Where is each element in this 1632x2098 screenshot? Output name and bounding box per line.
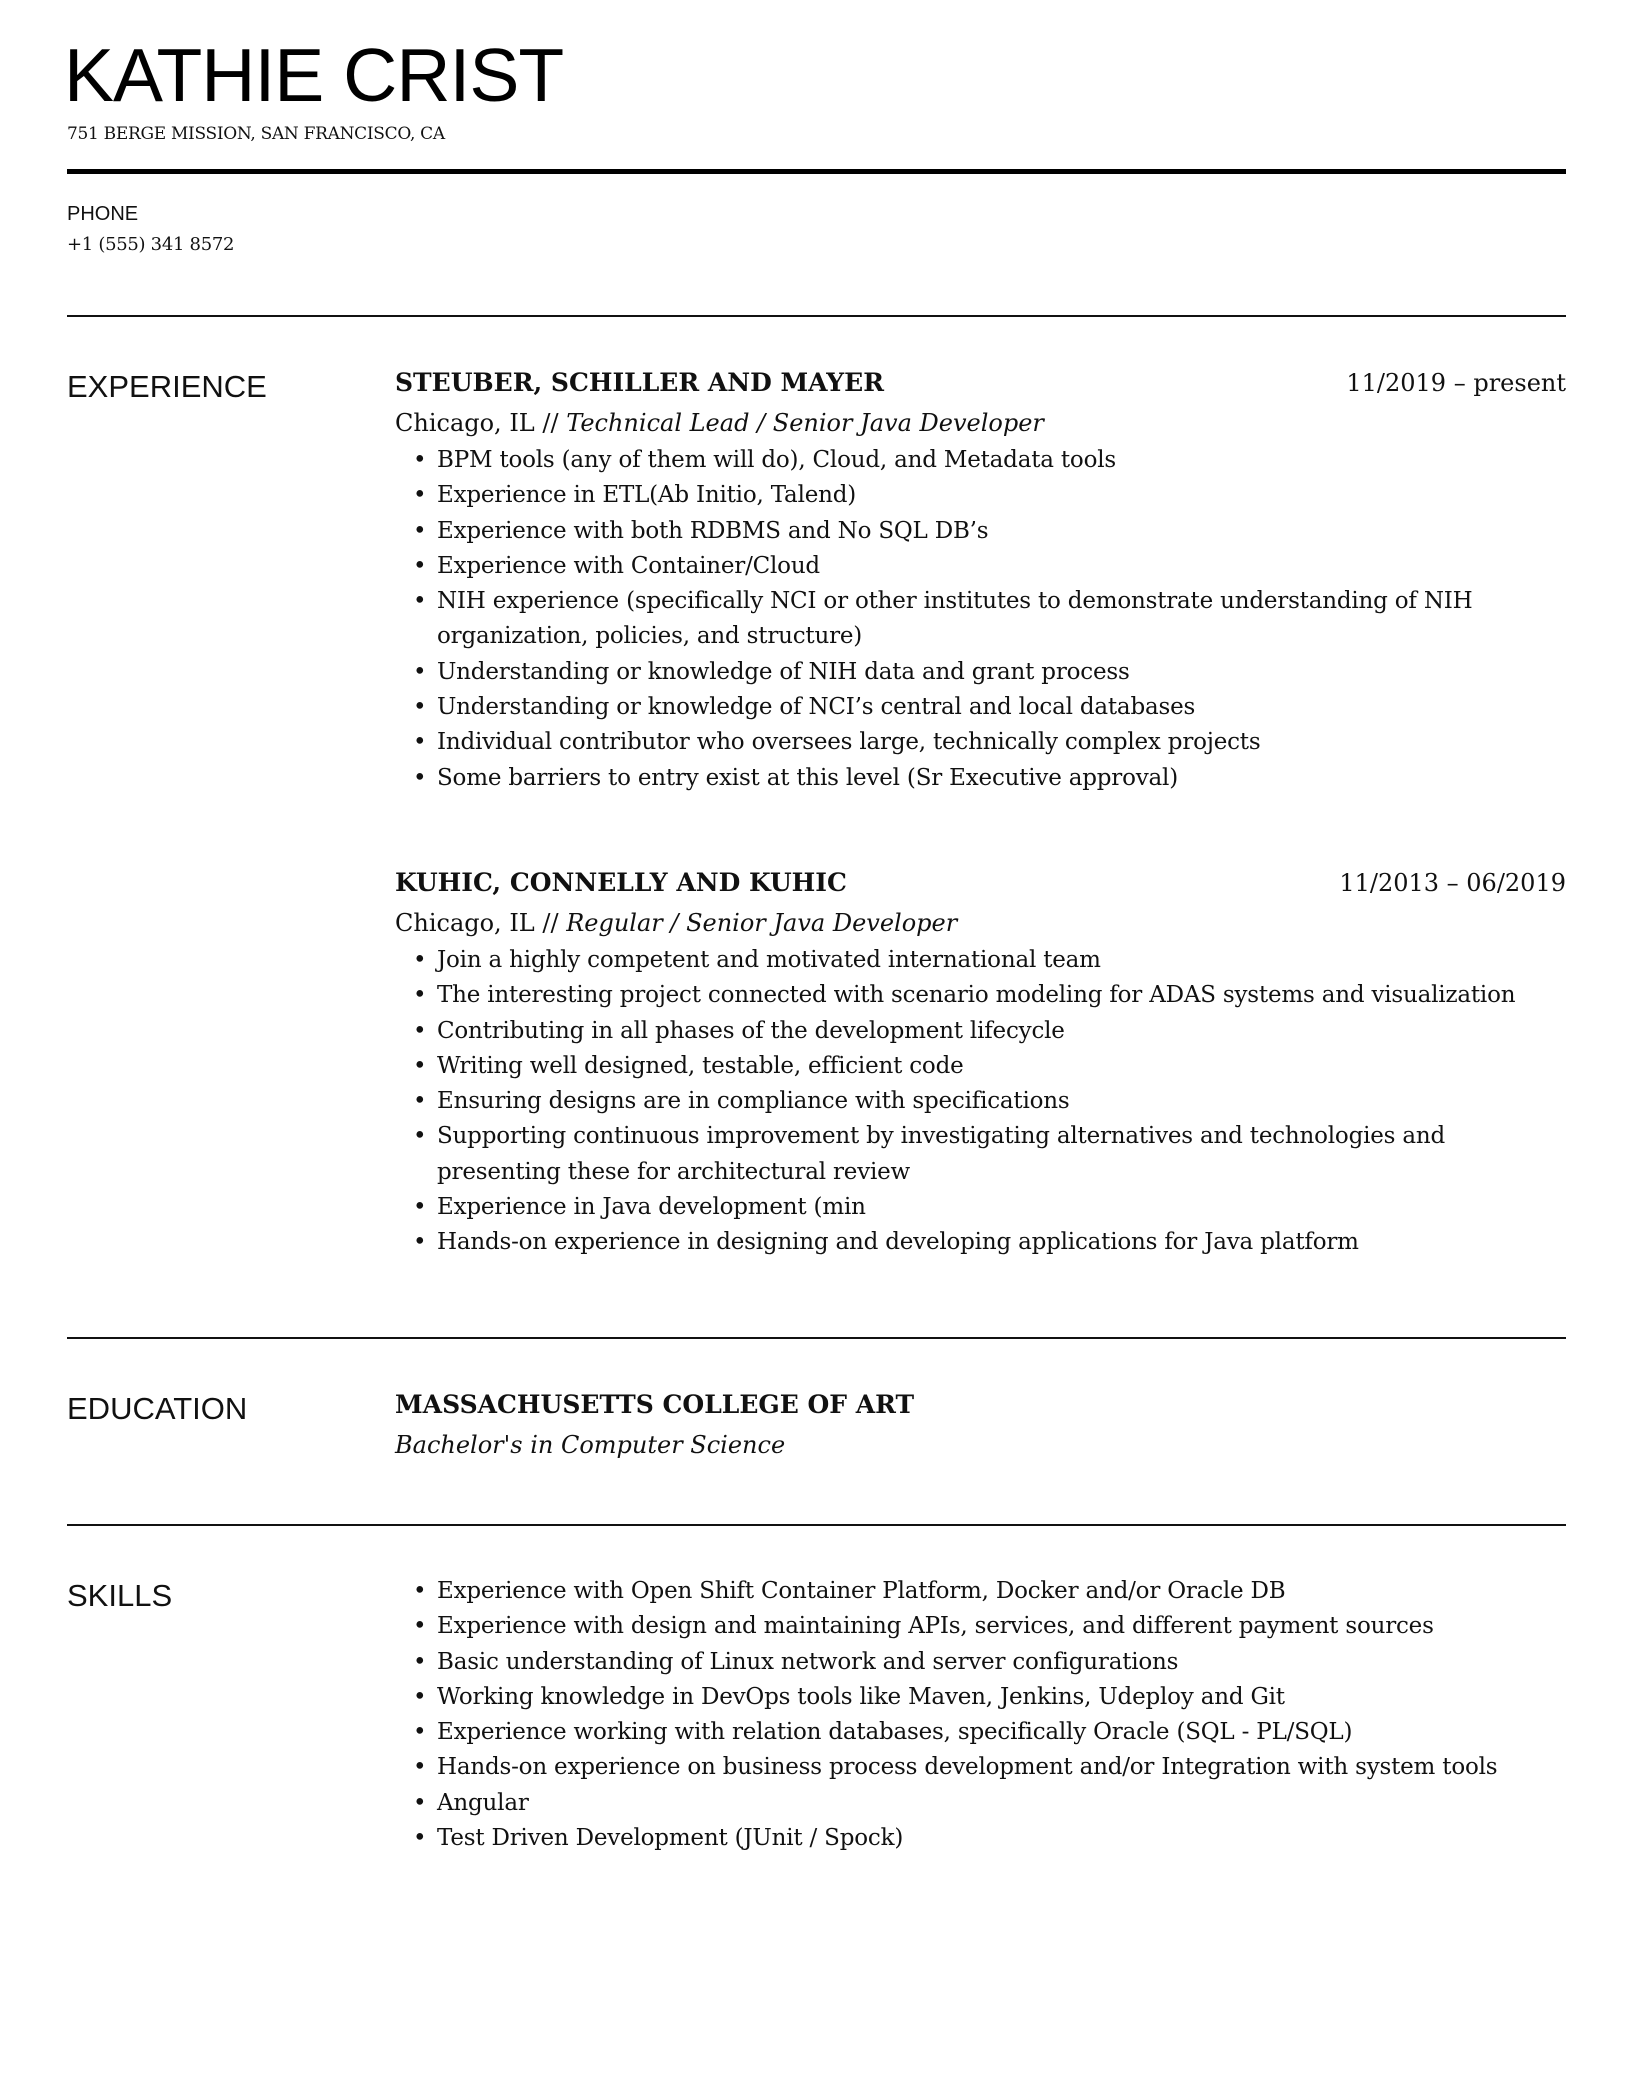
job-title: Regular / Senior Java Developer	[566, 909, 958, 937]
section-divider	[67, 1337, 1566, 1339]
job-dates: 11/2019 – present	[1346, 369, 1566, 397]
list-item: • Some barriers to entry exist at this level (Sr Executive approval)	[437, 761, 1566, 796]
job-title: Technical Lead / Senior Java Developer	[566, 409, 1044, 437]
list-item: • Experience with design and maintaining APIs, services, and different payment sources	[437, 1609, 1566, 1644]
school-name: MASSACHUSETTS COLLEGE OF ART	[395, 1390, 915, 1419]
list-item: • Understanding or knowledge of NCI’s central and local databases	[437, 690, 1566, 725]
company-name: STEUBER, SCHILLER AND MAYER	[395, 368, 884, 397]
job-entry	[395, 363, 1566, 796]
company-name: KUHIC, CONNELLY AND KUHIC	[395, 868, 847, 897]
list-item: • BPM tools (any of them will do), Cloud, and Metadata tools	[437, 443, 1566, 478]
job-entry	[395, 863, 1566, 1261]
list-item: • Join a highly competent and motivated international team	[437, 943, 1566, 978]
list-item: • The interesting project connected with scenario modeling for ADAS systems and visualization	[437, 978, 1566, 1013]
list-item: • Supporting continuous improvement by investigating alternatives and technologies and presenting these for architectural review	[437, 1119, 1566, 1190]
phone-label: PHONE	[67, 203, 139, 225]
experience-heading: EXPERIENCE	[67, 369, 267, 404]
job-bullets	[395, 943, 1566, 1261]
list-item: • Test Driven Development (JUnit / Spock)	[437, 1821, 1566, 1856]
job-dates: 11/2013 – 06/2019	[1339, 869, 1566, 897]
list-item: • Writing well designed, testable, efficient code	[437, 1049, 1566, 1084]
job-subtitle	[395, 403, 1566, 443]
degree: Bachelor's in Computer Science	[395, 1431, 786, 1459]
education-entry	[395, 1385, 1566, 1465]
list-item: • Hands-on experience in designing and developing applications for Java platform	[437, 1225, 1566, 1260]
skills-list	[395, 1574, 1566, 1856]
candidate-name: KATHIE CRIST	[64, 33, 564, 117]
list-item: • Understanding or knowledge of NIH data and grant process	[437, 655, 1566, 690]
phone-value: +1 (555) 341 8572	[67, 234, 235, 255]
section-divider	[67, 1524, 1566, 1526]
job-location: Chicago, IL //	[395, 909, 559, 937]
skills-heading: SKILLS	[67, 1578, 173, 1613]
list-item: • Experience working with relation databases, specifically Oracle (SQL - PL/SQL)	[437, 1715, 1566, 1750]
list-item: • Experience with Open Shift Container Platform, Docker and/or Oracle DB	[437, 1574, 1566, 1609]
header-divider	[67, 169, 1566, 174]
list-item: • Individual contributor who oversees large, technically complex projects	[437, 725, 1566, 760]
list-item: • Experience with both RDBMS and No SQL DB’s	[437, 514, 1566, 549]
list-item: • Contributing in all phases of the development lifecycle	[437, 1014, 1566, 1049]
list-item: • Hands-on experience on business process development and/or Integration with system tools	[437, 1750, 1566, 1785]
list-item: • Angular	[437, 1786, 1566, 1821]
job-subtitle	[395, 903, 1566, 943]
job-bullets	[395, 443, 1566, 796]
list-item: • Ensuring designs are in compliance with specifications	[437, 1084, 1566, 1119]
section-divider	[67, 315, 1566, 317]
address: 751 BERGE MISSION, SAN FRANCISCO, CA	[67, 124, 445, 144]
list-item: • Basic understanding of Linux network and server configurations	[437, 1645, 1566, 1680]
list-item: • Experience with Container/Cloud	[437, 549, 1566, 584]
list-item: • Working knowledge in DevOps tools like Maven, Jenkins, Udeploy and Git	[437, 1680, 1566, 1715]
education-heading: EDUCATION	[67, 1391, 248, 1426]
list-item: • Experience in ETL(Ab Initio, Talend)	[437, 478, 1566, 513]
job-location: Chicago, IL //	[395, 409, 559, 437]
list-item: • NIH experience (specifically NCI or other institutes to demonstrate understanding of NIH organization, policies, and structure)	[437, 584, 1566, 655]
list-item: • Experience in Java development (min	[437, 1190, 1566, 1225]
